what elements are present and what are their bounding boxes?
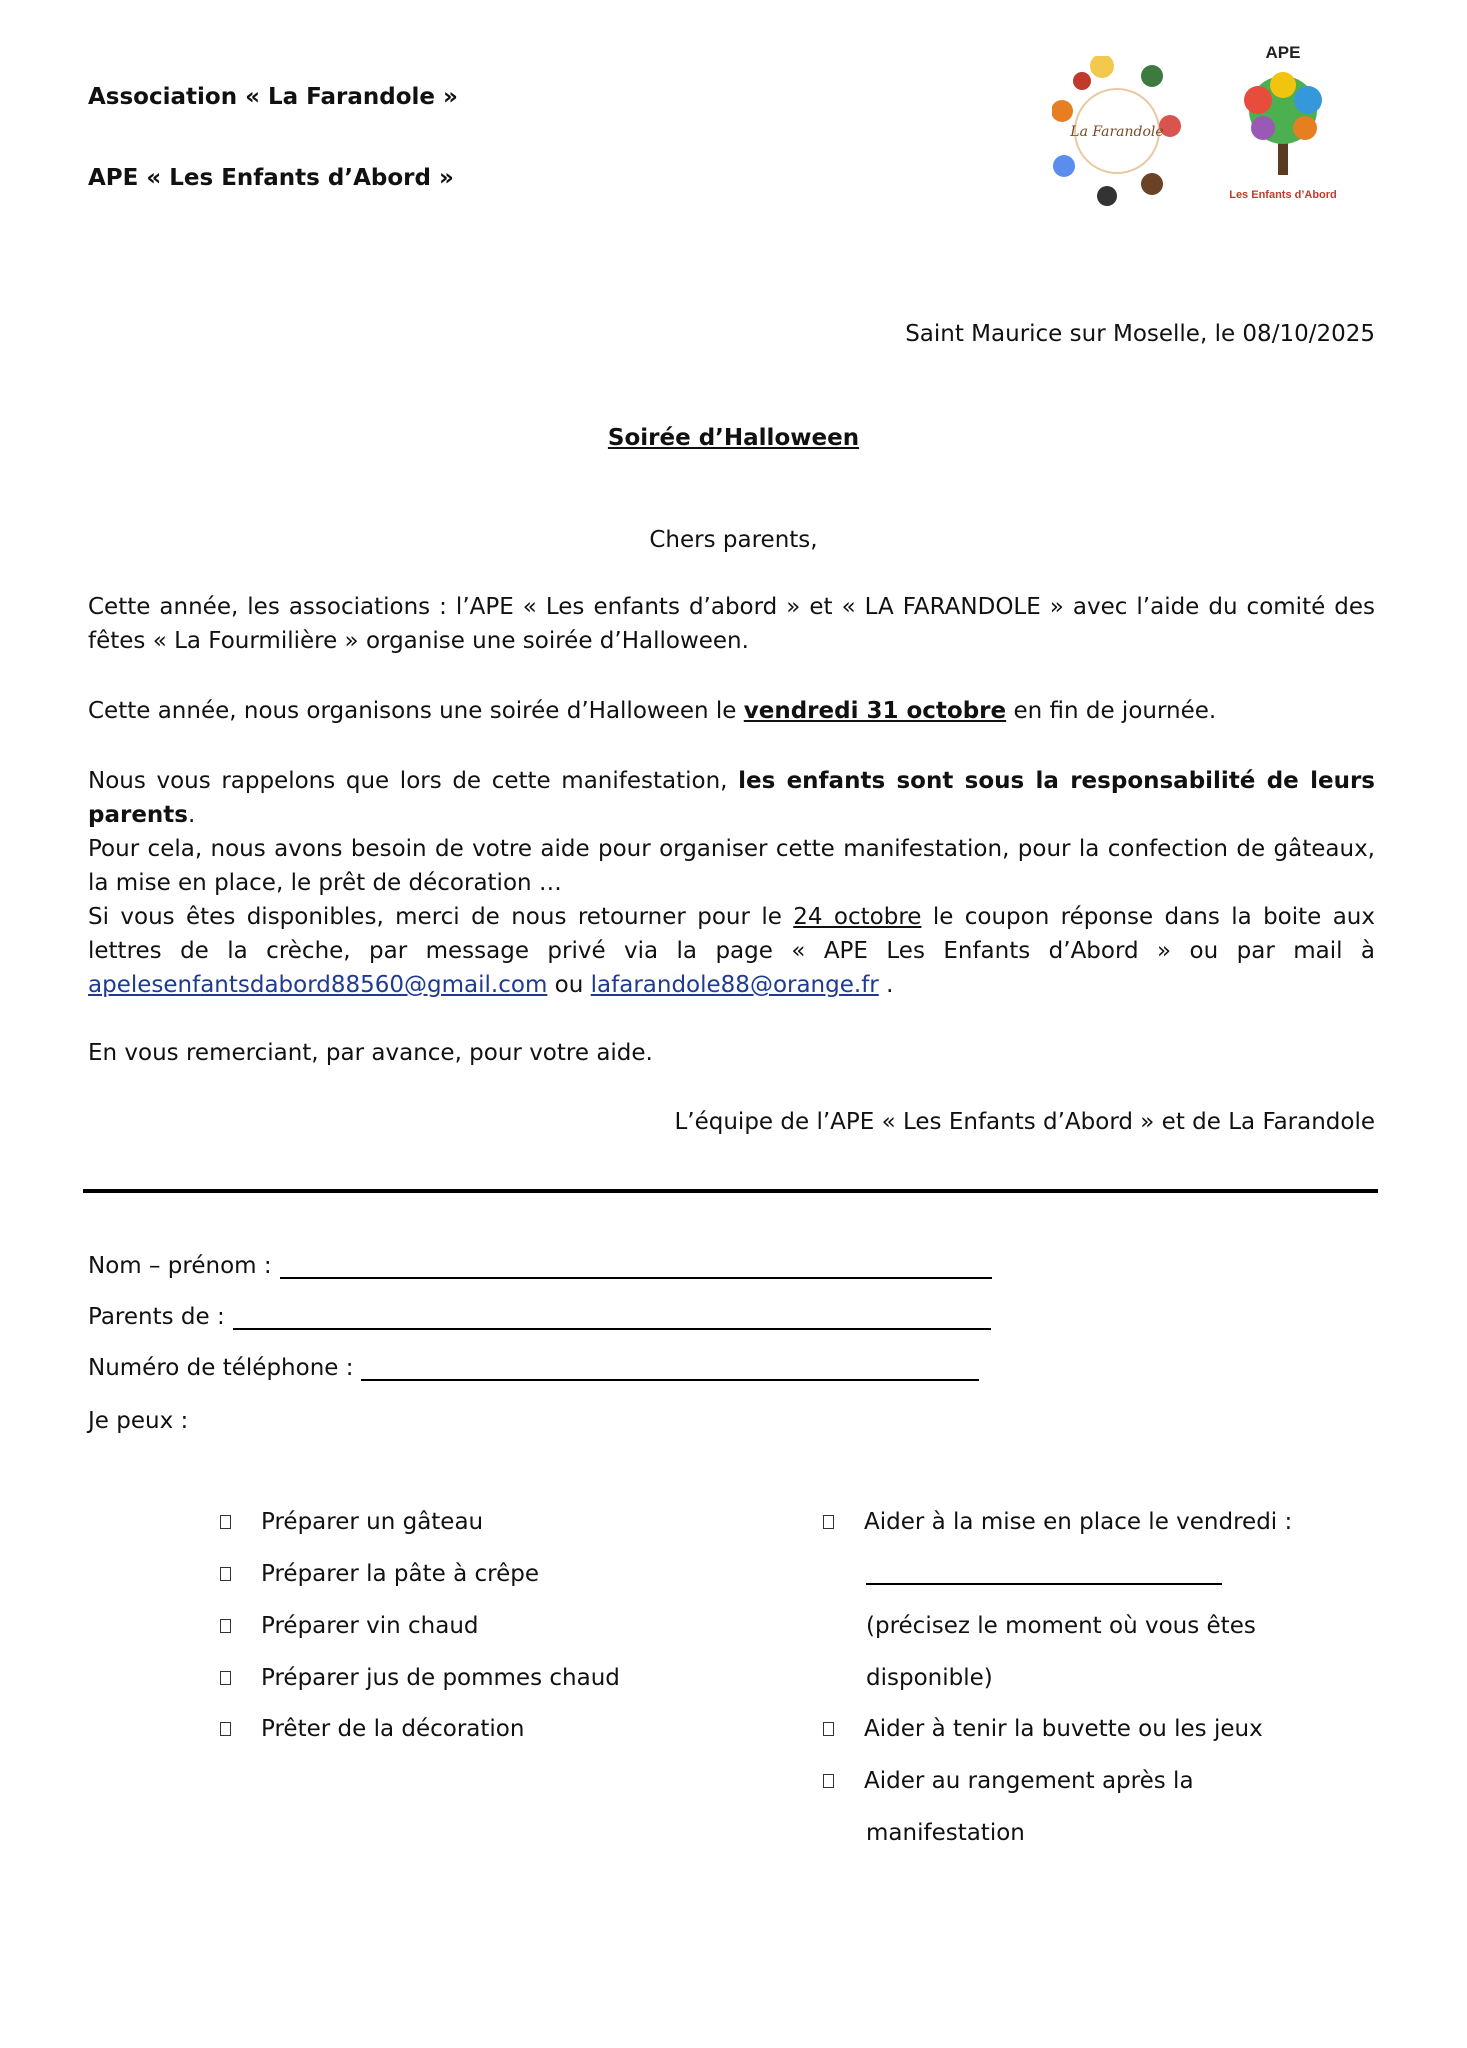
ape-logo (1218, 40, 1348, 205)
option-crepe-batter[interactable] (220, 1561, 539, 1587)
phone-field[interactable] (88, 1355, 979, 1381)
association-name: Association « La Farandole » (88, 84, 458, 110)
setup-time-blank[interactable] (866, 1583, 1222, 1585)
responsibility-bold: les enfants sont sous la responsabilité de leurs parents (88, 768, 1375, 828)
option-label: Aider à la mise en place le vendredi : (864, 1509, 1293, 1535)
option-label: Préparer la pâte à crêpe (261, 1561, 539, 1587)
paragraph-date-text: Cette année, nous organisons une soirée d’Halloween le (88, 698, 744, 724)
setup-note-line2: disponible) (866, 1665, 993, 1691)
email-or: ou (547, 972, 591, 998)
option-label: Préparer un gâteau (261, 1509, 484, 1535)
responsibility-text: Nous vous rappelons que lors de cette manifestation, (88, 768, 739, 794)
cleanup-line2: manifestation (866, 1820, 1025, 1846)
phone-label: Numéro de téléphone : (88, 1355, 354, 1381)
option-label: Aider au rangement après la (864, 1768, 1194, 1794)
paragraph-help (88, 832, 1375, 1002)
return-text-after: le coupon réponse dans la boite aux lettres de la crèche, par message privé via la page « APE Les Enfants d’Abord » ou par mail à (88, 904, 1375, 964)
checkbox-icon[interactable] (220, 1515, 231, 1529)
paragraph-intro: Cette année, les associations : l’APE « Les enfants d’abord » et « LA FARANDOLE » avec l’aide du comité des fêtes « La Fourmilière » organise une soirée d’Halloween. (88, 594, 1375, 654)
option-apple-juice[interactable] (220, 1665, 620, 1691)
parents-label: Parents de : (88, 1304, 225, 1330)
phone-blank[interactable] (361, 1359, 979, 1381)
checkbox-icon[interactable] (220, 1619, 231, 1633)
greeting: Chers parents, (649, 527, 818, 553)
paragraph-date (88, 694, 1375, 728)
checkbox-icon[interactable] (220, 1722, 231, 1736)
email-end: . (878, 972, 894, 998)
checkbox-icon[interactable] (823, 1722, 834, 1736)
option-cleanup[interactable] (823, 1768, 1194, 1794)
option-label: Prêter de la décoration (261, 1716, 525, 1742)
option-bar-games[interactable] (823, 1716, 1263, 1742)
parents-field[interactable] (88, 1304, 991, 1330)
responsibility-end: . (188, 802, 196, 828)
checkbox-icon[interactable] (220, 1671, 231, 1685)
setup-note-line1: (précisez le moment où vous êtes (866, 1613, 1256, 1639)
option-cake[interactable] (220, 1509, 483, 1535)
option-label: Aider à tenir la buvette ou les jeux (864, 1716, 1263, 1742)
email-farandole-link[interactable]: lafarandole88@orange.fr (590, 972, 879, 998)
page-title: Soirée d’Halloween (607, 425, 860, 451)
coupon-separator (83, 1189, 1378, 1193)
return-text: Si vous êtes disponibles, merci de nous retourner pour le (88, 904, 794, 930)
checkbox-icon[interactable] (823, 1515, 834, 1529)
option-label: Préparer jus de pommes chaud (261, 1665, 620, 1691)
name-blank[interactable] (280, 1257, 992, 1279)
ape-logo-caption: Les Enfants d’Abord (1229, 189, 1337, 201)
ape-name: APE « Les Enfants d’Abord » (88, 165, 454, 191)
paragraph-date-end: en fin de journée. (1006, 698, 1217, 724)
svg-text:La Farandole: La Farandole (1070, 124, 1164, 140)
thanks-line: En vous remerciant, par avance, pour votre aide. (88, 1040, 653, 1066)
return-date: 24 octobre (793, 904, 922, 930)
option-setup[interactable] (823, 1509, 1292, 1535)
ape-logo-title: APE (1265, 43, 1301, 62)
paragraph-responsibility (88, 764, 1375, 832)
can-label: Je peux : (88, 1408, 189, 1434)
event-date: vendredi 31 octobre (743, 698, 1007, 724)
farandole-logo (1052, 56, 1182, 206)
farandole-logo-text (1069, 124, 1163, 140)
checkbox-icon[interactable] (823, 1774, 834, 1788)
checkbox-icon[interactable] (220, 1567, 231, 1581)
email-ape-link[interactable]: apelesenfantsdabord88560@gmail.com (88, 972, 548, 998)
signature: L’équipe de l’APE « Les Enfants d’Abord » et de La Farandole (674, 1109, 1375, 1135)
option-mulled-wine[interactable] (220, 1613, 479, 1639)
name-label: Nom – prénom : (88, 1253, 272, 1279)
help-line: Pour cela, nous avons besoin de votre aide pour organiser cette manifestation, pour la confection de gâteaux, la mise en place, le prêt de décoration … (88, 836, 1375, 896)
option-decoration[interactable] (220, 1716, 524, 1742)
option-label: Préparer vin chaud (261, 1613, 479, 1639)
date-line: Saint Maurice sur Moselle, le 08/10/2025 (905, 321, 1375, 347)
parents-blank[interactable] (233, 1308, 991, 1330)
name-field[interactable] (88, 1253, 992, 1279)
